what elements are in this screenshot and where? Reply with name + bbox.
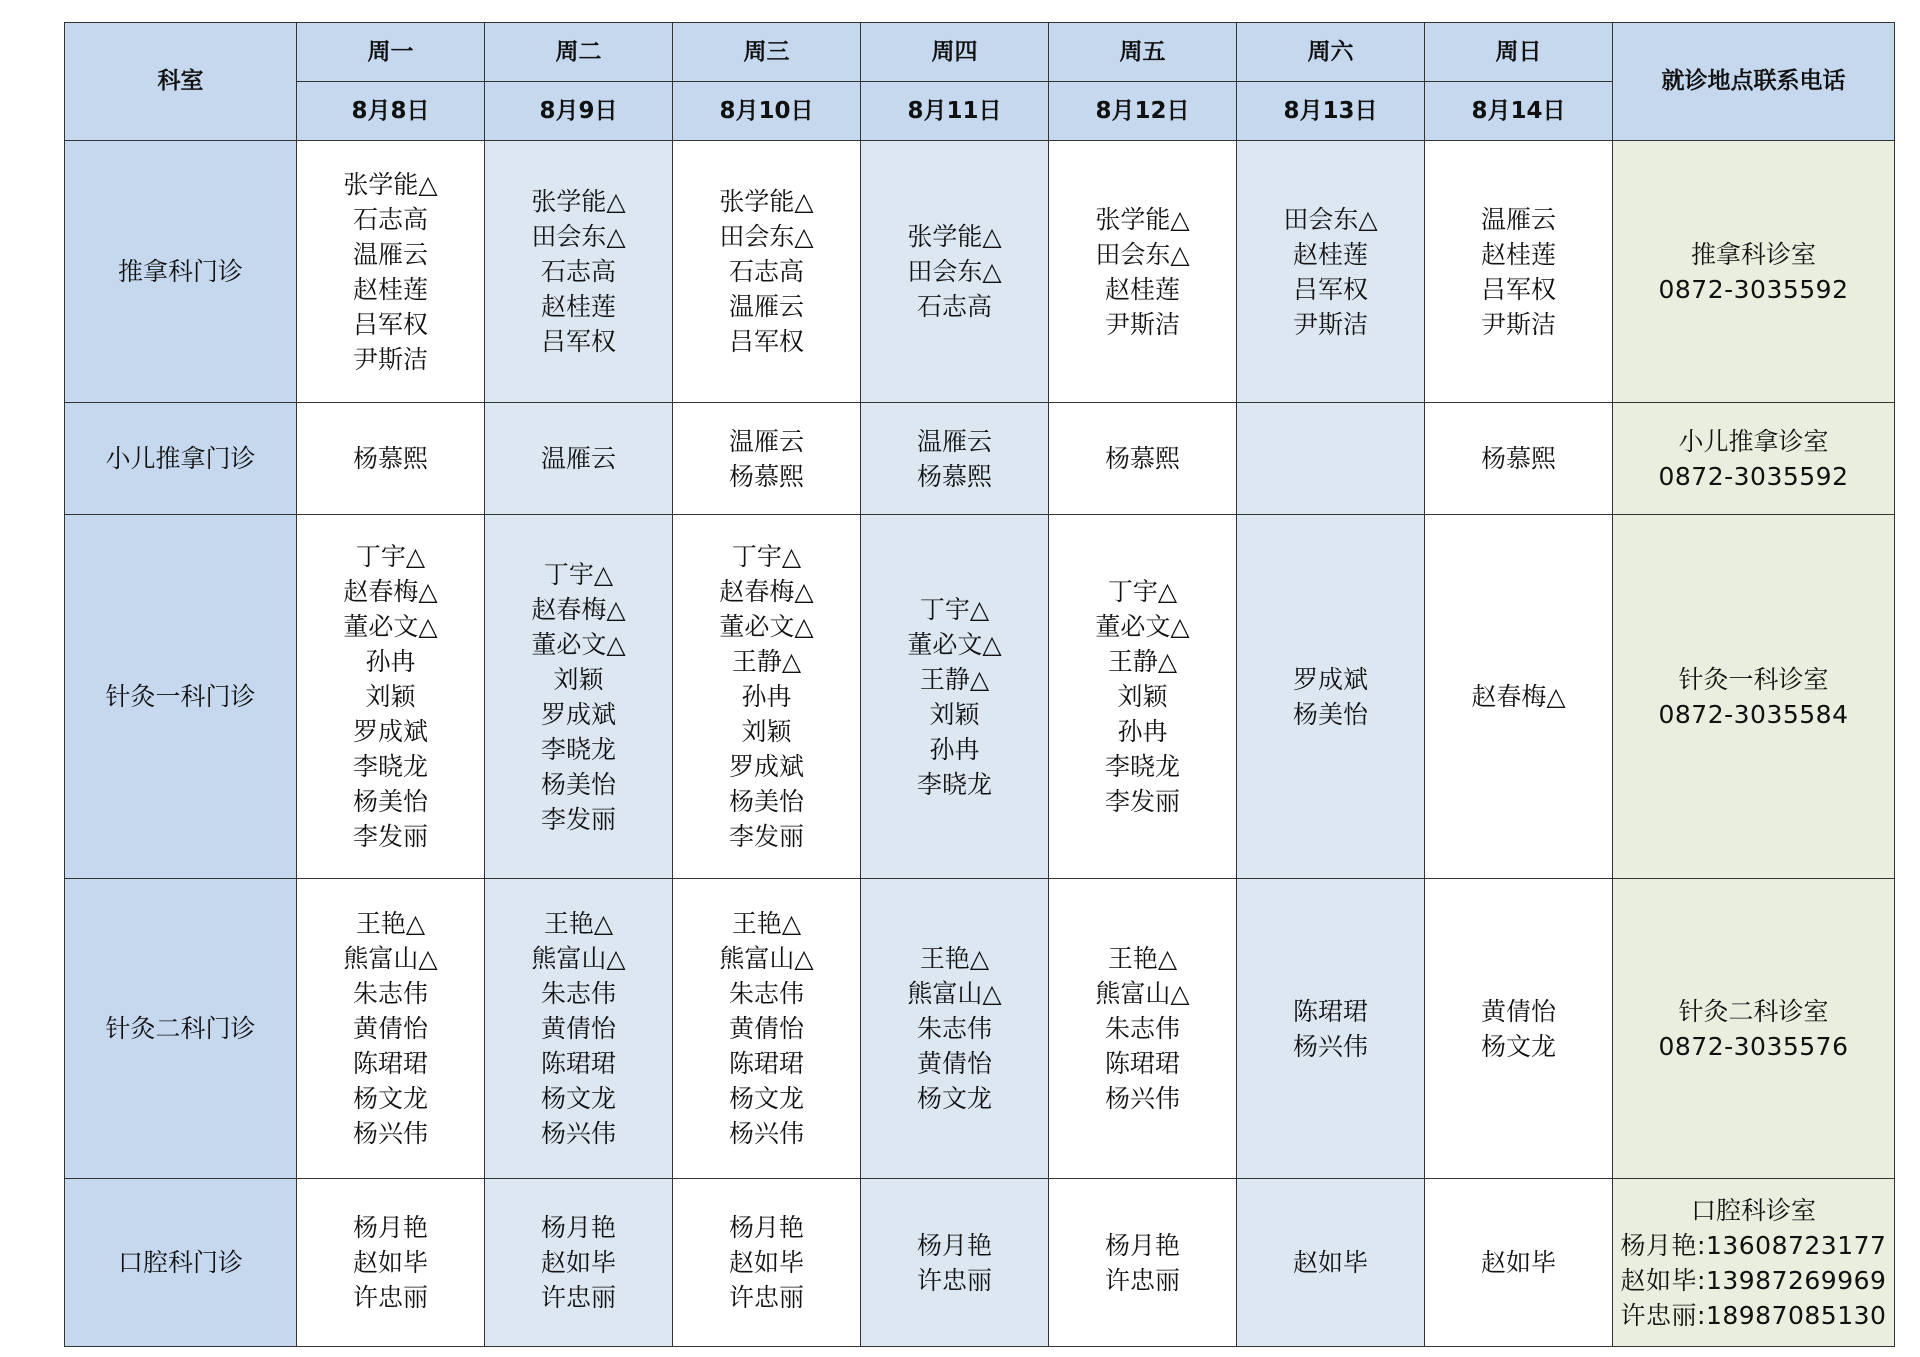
doctor-name: 王艳△ bbox=[355, 909, 426, 938]
doctor-name: 刘颖 bbox=[553, 664, 604, 694]
location-header: 就诊地点联系电话 bbox=[1613, 23, 1895, 141]
doctor-name: 王艳△ bbox=[543, 909, 614, 938]
doctor-name: 董必文△ bbox=[719, 612, 814, 641]
doctor-name: 李晓龙 bbox=[1104, 752, 1180, 781]
doctor-name: 杨慕熙 bbox=[352, 444, 428, 473]
doctor-name: 李发丽 bbox=[352, 822, 428, 851]
weekday-header: 周五 bbox=[1049, 23, 1237, 82]
doctor-name: 陈珺珺 bbox=[352, 1049, 428, 1078]
doctor-name: 董必文△ bbox=[343, 612, 438, 641]
doctor-name: 丁宇△ bbox=[543, 559, 614, 589]
doctor-name: 温雁云 bbox=[728, 292, 804, 321]
doctor-name: 董必文△ bbox=[907, 629, 1002, 659]
doctor-name: 朱志伟 bbox=[540, 979, 616, 1008]
schedule-cell bbox=[1425, 403, 1613, 515]
schedule-cell bbox=[485, 1179, 673, 1347]
schedule-body bbox=[65, 141, 1895, 1347]
doctor-name: 陈珺珺 bbox=[1104, 1049, 1180, 1078]
doctor-name: 张学能△ bbox=[1095, 204, 1190, 234]
doctor-name: 杨慕熙 bbox=[1480, 444, 1556, 473]
date-header: 8月8日 bbox=[297, 82, 485, 141]
doctor-name: 张学能△ bbox=[343, 169, 438, 199]
schedule-cell bbox=[673, 141, 861, 403]
doctor-name: 朱志伟 bbox=[728, 979, 804, 1008]
doctor-name: 石志高 bbox=[916, 292, 992, 321]
doctor-name: 许忠丽 bbox=[540, 1283, 616, 1312]
doctor-name: 杨兴伟 bbox=[540, 1119, 616, 1148]
doctor-name: 王艳△ bbox=[1107, 944, 1178, 973]
schedule-cell bbox=[673, 403, 861, 515]
schedule-cell bbox=[297, 515, 485, 879]
doctor-name: 杨月艳 bbox=[352, 1213, 428, 1242]
doctor-name: 赵桂莲 bbox=[1480, 239, 1556, 269]
table-row bbox=[65, 515, 1895, 879]
doctor-name: 田会东△ bbox=[719, 222, 814, 251]
weekday-header: 周二 bbox=[485, 23, 673, 82]
doctor-name: 田会东△ bbox=[531, 222, 626, 251]
doctor-name: 黄倩怡 bbox=[916, 1049, 992, 1078]
contact-phone: 杨月艳:13608723177 bbox=[1620, 1230, 1887, 1260]
doctor-name: 张学能△ bbox=[719, 187, 814, 216]
doctor-name: 刘颖 bbox=[929, 699, 980, 729]
schedule-cell bbox=[297, 1179, 485, 1347]
weekday-header: 周四 bbox=[861, 23, 1049, 82]
doctor-name: 赵如毕 bbox=[352, 1248, 428, 1277]
doctor-name: 刘颖 bbox=[365, 682, 416, 711]
doctor-name: 罗成斌 bbox=[352, 717, 428, 746]
doctor-name: 杨文龙 bbox=[1480, 1031, 1556, 1061]
doctor-name: 许忠丽 bbox=[916, 1265, 992, 1295]
doctor-name: 尹斯洁 bbox=[352, 344, 428, 374]
doctor-name: 张学能△ bbox=[907, 222, 1002, 251]
doctor-name: 田会东△ bbox=[1283, 204, 1378, 234]
doctor-name: 杨慕熙 bbox=[1104, 444, 1180, 473]
schedule-cell bbox=[861, 141, 1049, 403]
doctor-name: 赵桂莲 bbox=[1104, 274, 1180, 304]
doctor-name: 吕军权 bbox=[352, 309, 428, 339]
doctor-name: 杨美怡 bbox=[352, 787, 428, 816]
doctor-name: 孙冉 bbox=[365, 647, 416, 676]
doctor-name: 张学能△ bbox=[531, 187, 626, 216]
doctor-name: 董必文△ bbox=[1095, 612, 1190, 641]
schedule-cell bbox=[861, 1179, 1049, 1347]
schedule-cell bbox=[1237, 1179, 1425, 1347]
doctor-name: 杨兴伟 bbox=[728, 1119, 804, 1148]
schedule-cell bbox=[1237, 879, 1425, 1179]
contact-phone: 0872-3035584 bbox=[1658, 699, 1849, 729]
doctor-name: 赵春梅△ bbox=[343, 577, 438, 606]
doctor-name: 王静△ bbox=[731, 647, 802, 676]
date-header: 8月10日 bbox=[673, 82, 861, 141]
doctor-name: 罗成斌 bbox=[728, 752, 804, 781]
doctor-name: 熊富山△ bbox=[531, 944, 626, 973]
doctor-name: 丁宇△ bbox=[731, 542, 802, 571]
doctor-name: 赵如毕 bbox=[540, 1248, 616, 1277]
location-cell bbox=[1613, 879, 1895, 1179]
doctor-name: 李晓龙 bbox=[352, 752, 428, 781]
doctor-name: 罗成斌 bbox=[540, 699, 616, 729]
doctor-name: 熊富山△ bbox=[1095, 979, 1190, 1008]
doctor-name: 温雁云 bbox=[352, 239, 428, 269]
doctor-name: 吕军权 bbox=[1480, 274, 1556, 304]
doctor-name: 杨文龙 bbox=[540, 1084, 616, 1113]
doctor-name: 李发丽 bbox=[540, 804, 616, 834]
weekday-header: 周三 bbox=[673, 23, 861, 82]
doctor-name: 吕军权 bbox=[728, 327, 804, 356]
doctor-name: 尹斯洁 bbox=[1104, 309, 1180, 339]
doctor-name: 陈珺珺 bbox=[540, 1049, 616, 1078]
schedule-cell bbox=[861, 879, 1049, 1179]
table-row bbox=[65, 1179, 1895, 1347]
schedule-cell bbox=[1425, 515, 1613, 879]
schedule-cell bbox=[1049, 879, 1237, 1179]
doctor-name: 孙冉 bbox=[741, 682, 792, 711]
doctor-name: 杨月艳 bbox=[728, 1213, 804, 1242]
schedule-cell bbox=[1425, 879, 1613, 1179]
clinic-room: 小儿推拿诊室 bbox=[1678, 426, 1829, 456]
doctor-name: 杨文龙 bbox=[916, 1084, 992, 1113]
date-header: 8月9日 bbox=[485, 82, 673, 141]
doctor-name: 杨慕熙 bbox=[916, 461, 992, 491]
doctor-name: 吕军权 bbox=[1292, 274, 1368, 304]
doctor-name: 黄倩怡 bbox=[1480, 996, 1556, 1026]
table-row bbox=[65, 403, 1895, 515]
weekday-header: 周一 bbox=[297, 23, 485, 82]
doctor-name: 石志高 bbox=[728, 257, 804, 286]
header-row-weekdays bbox=[65, 23, 1895, 82]
table-row bbox=[65, 141, 1895, 403]
doctor-name: 许忠丽 bbox=[352, 1283, 428, 1312]
doctor-name: 丁宇△ bbox=[919, 594, 990, 624]
doctor-name: 罗成斌 bbox=[1292, 664, 1368, 694]
doctor-name: 温雁云 bbox=[728, 426, 804, 456]
schedule-cell bbox=[673, 515, 861, 879]
schedule-cell bbox=[861, 403, 1049, 515]
doctor-name: 孙冉 bbox=[1117, 717, 1168, 746]
doctor-name: 赵桂莲 bbox=[1292, 239, 1368, 269]
doctor-name: 赵如毕 bbox=[728, 1248, 804, 1277]
doctor-name: 杨兴伟 bbox=[1104, 1084, 1180, 1113]
schedule-cell bbox=[1237, 403, 1425, 515]
doctor-name: 杨文龙 bbox=[352, 1084, 428, 1113]
doctor-name: 杨文龙 bbox=[728, 1084, 804, 1113]
doctor-name: 杨美怡 bbox=[1292, 699, 1368, 729]
dept-name: 口腔科门诊 bbox=[65, 1179, 297, 1347]
location-cell bbox=[1613, 403, 1895, 515]
doctor-name: 尹斯洁 bbox=[1292, 309, 1368, 339]
contact-phone: 0872-3035592 bbox=[1658, 461, 1849, 491]
schedule-cell bbox=[673, 879, 861, 1179]
doctor-name: 刘颖 bbox=[741, 717, 792, 746]
doctor-name: 李发丽 bbox=[1104, 787, 1180, 816]
clinic-room: 推拿科诊室 bbox=[1690, 239, 1816, 269]
doctor-name: 杨兴伟 bbox=[1292, 1031, 1368, 1061]
doctor-name: 杨美怡 bbox=[728, 787, 804, 816]
doctor-name: 陈珺珺 bbox=[1292, 996, 1368, 1026]
table-row bbox=[65, 879, 1895, 1179]
schedule-cell bbox=[1425, 141, 1613, 403]
doctor-name: 杨月艳 bbox=[916, 1230, 992, 1260]
dept-name: 针灸一科门诊 bbox=[65, 515, 297, 879]
doctor-name: 王静△ bbox=[919, 664, 990, 694]
contact-phone: 许忠丽:18987085130 bbox=[1620, 1300, 1887, 1330]
doctor-name: 丁宇△ bbox=[355, 542, 426, 571]
doctor-name: 李晓龙 bbox=[540, 734, 616, 764]
doctor-name: 董必文△ bbox=[531, 629, 626, 659]
doctor-name: 杨兴伟 bbox=[352, 1119, 428, 1148]
schedule-table bbox=[64, 22, 1895, 1347]
doctor-name: 赵桂莲 bbox=[352, 274, 428, 304]
clinic-room: 口腔科诊室 bbox=[1690, 1195, 1816, 1225]
doctor-name: 李发丽 bbox=[728, 822, 804, 851]
contact-phone: 赵如毕:13987269969 bbox=[1620, 1265, 1887, 1295]
doctor-name: 熊富山△ bbox=[907, 979, 1002, 1008]
schedule-cell bbox=[485, 515, 673, 879]
doctor-name: 赵桂莲 bbox=[540, 292, 616, 321]
doctor-name: 杨慕熙 bbox=[728, 461, 804, 491]
doctor-name: 熊富山△ bbox=[719, 944, 814, 973]
schedule-cell bbox=[1237, 515, 1425, 879]
schedule-cell bbox=[1049, 141, 1237, 403]
doctor-name: 刘颖 bbox=[1117, 682, 1168, 711]
doctor-name: 温雁云 bbox=[916, 426, 992, 456]
date-header: 8月11日 bbox=[861, 82, 1049, 141]
schedule-cell bbox=[297, 403, 485, 515]
doctor-name: 熊富山△ bbox=[343, 944, 438, 973]
date-header: 8月12日 bbox=[1049, 82, 1237, 141]
doctor-name: 杨美怡 bbox=[540, 769, 616, 799]
doctor-name: 黄倩怡 bbox=[352, 1014, 428, 1043]
doctor-name: 尹斯洁 bbox=[1480, 309, 1556, 339]
schedule-cell bbox=[485, 403, 673, 515]
doctor-name: 赵如毕 bbox=[1480, 1248, 1556, 1277]
dept-name: 推拿科门诊 bbox=[65, 141, 297, 403]
dept-name: 针灸二科门诊 bbox=[65, 879, 297, 1179]
schedule-cell bbox=[1237, 141, 1425, 403]
doctor-name: 许忠丽 bbox=[728, 1283, 804, 1312]
dept-header: 科室 bbox=[65, 23, 297, 141]
location-cell bbox=[1613, 141, 1895, 403]
doctor-name: 温雁云 bbox=[540, 444, 616, 473]
date-header: 8月14日 bbox=[1425, 82, 1613, 141]
doctor-name: 赵春梅△ bbox=[531, 594, 626, 624]
weekday-header: 周日 bbox=[1425, 23, 1613, 82]
doctor-name: 许忠丽 bbox=[1104, 1265, 1180, 1295]
doctor-name: 朱志伟 bbox=[352, 979, 428, 1008]
schedule-cell bbox=[861, 515, 1049, 879]
contact-phone: 0872-3035592 bbox=[1658, 274, 1849, 304]
doctor-name: 赵如毕 bbox=[1292, 1248, 1368, 1277]
doctor-name: 黄倩怡 bbox=[728, 1014, 804, 1043]
schedule-cell bbox=[1425, 1179, 1613, 1347]
doctor-name: 赵春梅△ bbox=[719, 577, 814, 606]
schedule-cell bbox=[1049, 403, 1237, 515]
doctor-name: 王艳△ bbox=[919, 944, 990, 973]
doctor-name: 石志高 bbox=[540, 257, 616, 286]
clinic-room: 针灸二科诊室 bbox=[1678, 996, 1829, 1026]
doctor-name: 田会东△ bbox=[907, 257, 1002, 286]
date-header: 8月13日 bbox=[1237, 82, 1425, 141]
doctor-name: 陈珺珺 bbox=[728, 1049, 804, 1078]
doctor-name: 温雁云 bbox=[1480, 204, 1556, 234]
schedule-cell bbox=[297, 141, 485, 403]
location-cell bbox=[1613, 515, 1895, 879]
doctor-name: 王静△ bbox=[1107, 647, 1178, 676]
doctor-name: 杨月艳 bbox=[540, 1213, 616, 1242]
schedule-cell bbox=[673, 1179, 861, 1347]
doctor-name: 吕军权 bbox=[540, 327, 616, 356]
schedule-cell bbox=[1049, 515, 1237, 879]
location-cell bbox=[1613, 1179, 1895, 1347]
doctor-name: 石志高 bbox=[352, 204, 428, 234]
doctor-name: 丁宇△ bbox=[1107, 577, 1178, 606]
dept-name: 小儿推拿门诊 bbox=[65, 403, 297, 515]
doctor-name: 杨月艳 bbox=[1104, 1230, 1180, 1260]
doctor-name: 黄倩怡 bbox=[540, 1014, 616, 1043]
schedule-cell bbox=[1049, 1179, 1237, 1347]
doctor-name: 孙冉 bbox=[929, 734, 980, 764]
weekday-header: 周六 bbox=[1237, 23, 1425, 82]
doctor-name: 李晓龙 bbox=[916, 769, 992, 799]
schedule-cell bbox=[297, 879, 485, 1179]
doctor-name: 赵春梅△ bbox=[1471, 682, 1566, 711]
schedule-cell bbox=[485, 879, 673, 1179]
doctor-name: 朱志伟 bbox=[916, 1014, 992, 1043]
contact-phone: 0872-3035576 bbox=[1658, 1031, 1849, 1061]
schedule-cell bbox=[485, 141, 673, 403]
doctor-name: 朱志伟 bbox=[1104, 1014, 1180, 1043]
clinic-room: 针灸一科诊室 bbox=[1678, 664, 1829, 694]
doctor-name: 田会东△ bbox=[1095, 239, 1190, 269]
doctor-name: 王艳△ bbox=[731, 909, 802, 938]
